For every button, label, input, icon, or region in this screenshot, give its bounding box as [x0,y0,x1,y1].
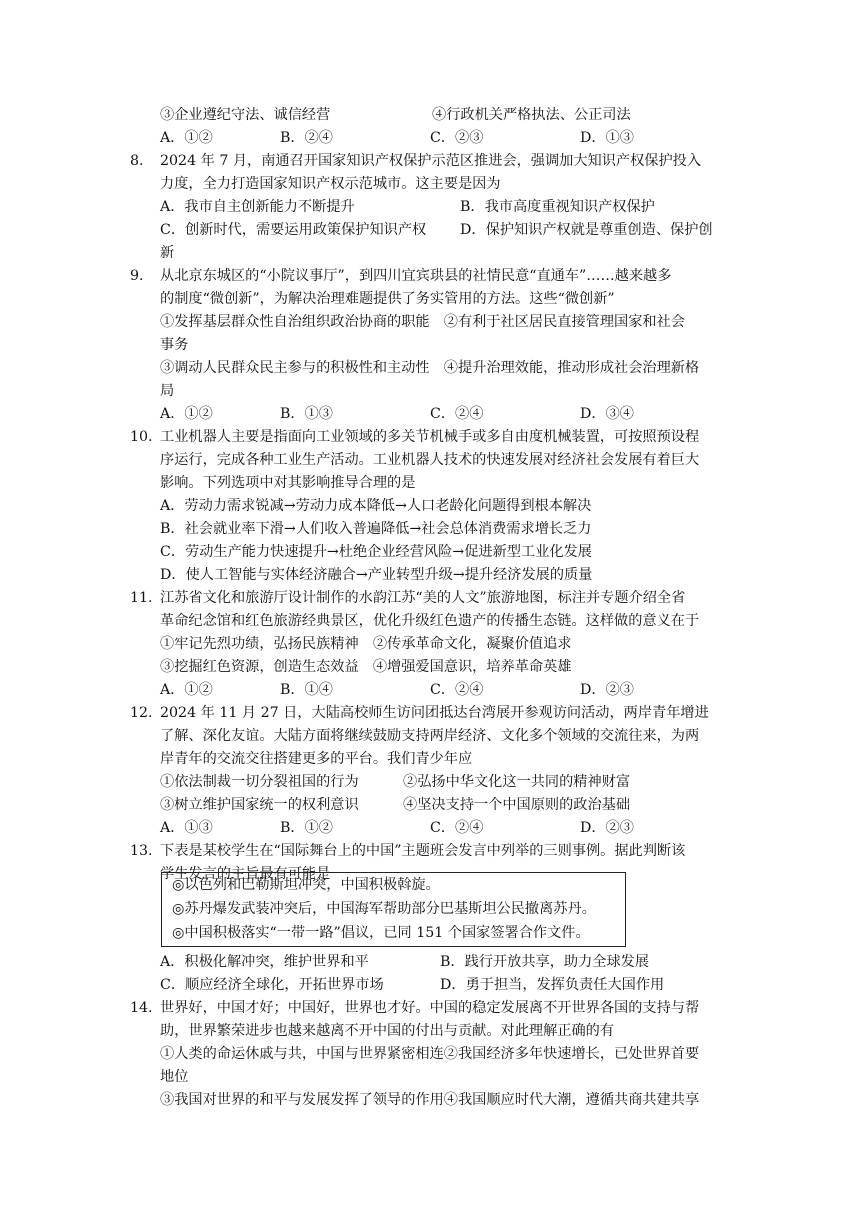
q7-option-b: B．②④ [280,130,333,146]
q14-number: 14. [130,1000,153,1016]
q9-statement-line-3: ③调动人民群众民主参与的积极性和主动性 ④提升治理效能，推动形成社会治理新格 [160,360,700,376]
q13-stem-line-1: 下表是某校学生在“国际舞台上的中国”主题班会发言中列举的三则事例。据此判断该 [160,843,686,859]
q11-statement-line-2: ③挖掘红色资源，创造生态效益 ④增强爱国意识，培养革命英雄 [160,659,572,675]
q14-statement-line-2: 地位 [160,1069,189,1085]
q8-option-d: D．保护知识产权就是尊重创造、保护创 [460,222,713,238]
q8-option-c: C．创新时代，需要运用政策保护知识产权 [160,222,427,238]
q10-option-b: B．社会就业率下滑→人们收入普遍降低→社会总体消费需求增长乏力 [160,521,592,537]
q14-stem-line-2: 助，世界繁荣进步也越来越离不开中国的付出与贡献。对此理解正确的有 [160,1023,615,1039]
q10-option-a: A．劳动力需求锐减→劳动力成本降低→人口老龄化问题得到根本解决 [160,498,592,514]
q14-stem-line-1: 世界好，中国才好；中国好，世界也才好。中国的稳定发展离不开世界各国的支持与帮 [160,1000,700,1016]
q12-statement-2: ②弘扬中华文化这一共同的精神财富 [403,774,631,790]
q9-option-c: C．②④ [430,406,484,422]
q13-option-c: C．顺应经济全球化，开拓世界市场 [160,977,384,993]
q11-statement-line-1: ①牢记先烈功绩，弘扬民族精神 ②传承革命文化，凝聚价值追求 [160,636,572,652]
q10-stem-line-2: 序运行，完成各种工业生产活动。工业机器人技术的快速发展对经济社会发展有着巨大 [160,452,700,468]
q10-option-d: D．使人工智能与实体经济融合→产业转型升级→提升经济发展的质量 [160,567,593,583]
q9-option-a: A．①② [160,406,213,422]
q8-option-a: A．我市自主创新能力不断提升 [160,199,355,215]
q12-option-d: D．②③ [580,820,634,836]
q9-stem-line-2: 的制度“微创新”，为解决治理难题提供了务实管用的方法。这些“微创新” [160,291,615,307]
q8-option-b: B．我市高度重视知识产权保护 [460,199,655,215]
q12-statement-1: ①依法制裁一切分裂祖国的行为 [160,774,359,790]
q9-statement-line-4: 局 [160,383,175,399]
q13-number: 13. [130,843,153,859]
q10-option-c: C．劳动生产能力快速提升→杜绝企业经营风险→促进新型工业化发展 [160,544,592,560]
q10-stem-line-1: 工业机器人主要是指面向工业领域的多关节机械手或多自由度机械装置，可按照预设程 [160,429,700,445]
q13-option-b: B．践行开放共享，助力全球发展 [440,954,650,970]
q12-statement-4: ④坚决支持一个中国原则的政治基础 [403,797,631,813]
q13-stem-line-2: 学生发言的主旨最有可能是 [160,866,331,882]
q14-statement-line-1: ①人类的命运休戚与共，中国与世界紧密相连②我国经济多年快速增长，已处世界首要 [160,1046,700,1062]
q13-example-box [161,872,626,947]
q13-box-item-3: ◎中国积极落实“一带一路”倡议，已同 151 个国家签署合作文件。 [172,925,590,941]
q12-number: 12. [130,705,153,721]
q11-option-a: A．①② [160,682,213,698]
q13-option-a: A．积极化解冲突，维护世界和平 [160,954,369,970]
q11-number: 11. [130,590,153,606]
q7-statement-3: ③企业遵纪守法、诚信经营 [160,107,331,123]
q8-stem-line-2: 力度，全力打造国家知识产权示范城市。这主要是因为 [160,176,501,192]
q11-stem-line-1: 江苏省文化和旅游厅设计制作的水韵江苏“美的人文”旅游地图，标注并专题介绍全省 [160,590,686,606]
q12-statement-3: ③树立维护国家统一的权利意识 [160,797,359,813]
q8-stem-line-1: 2024 年 7 月，南通召开国家知识产权保护示范区推进会，强调加大知识产权保护投入 [160,153,702,169]
q7-option-a: A．①② [160,130,213,146]
q8-number: 8. [130,153,144,169]
q12-stem-line-2: 了解、深化友谊。大陆方面将继续鼓励支持两岸经济、文化多个领域的交流往来，为两 [160,728,700,744]
q9-stem-line-1: 从北京东城区的“小院议事厅”，到四川宜宾珙县的社情民意“直通车”……越来越多 [160,268,672,284]
q12-option-b: B．①② [280,820,333,836]
q12-stem-line-3: 岸青年的交流交往搭建更多的平台。我们青少年应 [160,751,473,767]
q10-stem-line-3: 影响。下列选项中对其影响推导合理的是 [160,475,416,491]
q9-number: 9. [130,268,144,284]
q7-statement-4: ④行政机关严格执法、公正司法 [432,107,631,123]
q8-option-d-cont: 新 [160,245,175,261]
q9-option-d: D．③④ [580,406,634,422]
q11-option-d: D．②③ [580,682,634,698]
q7-option-d: D．①③ [580,130,634,146]
q7-option-c: C．②③ [430,130,484,146]
q12-stem-line-1: 2024 年 11 月 27 日，大陆高校师生访问团抵达台湾展开参观访问活动，两岸青年增进 [160,705,709,721]
q9-statement-line-2: 事务 [160,337,189,353]
q13-box-item-2: ◎苏丹爆发武装冲突后，中国海军帮助部分巴基斯坦公民撤离苏丹。 [172,901,596,917]
q9-statement-line-1: ①发挥基层群众性自治组织政治协商的职能 ②有利于社区居民直接管理国家和社会 [160,314,685,330]
q13-box-item-1: ◎以色列和巴勒斯坦冲突，中国积极斡旋。 [172,877,440,893]
q11-option-b: B．①④ [280,682,333,698]
q11-stem-line-2: 革命纪念馆和红色旅游经典景区，优化升级红色遗产的传播生态链。这样做的意义在于 [160,613,700,629]
q14-statement-line-3: ③我国对世界的和平与发展发挥了领导的作用④我国顺应时代大潮，遵循共商共建共享 [160,1092,700,1108]
q13-option-d: D．勇于担当，发挥负责任大国作用 [440,977,665,993]
q12-option-a: A．①③ [160,820,213,836]
q10-number: 10. [130,429,153,445]
q12-option-c: C．②④ [430,820,484,836]
q11-option-c: C．②④ [430,682,484,698]
q9-option-b: B．①③ [280,406,333,422]
